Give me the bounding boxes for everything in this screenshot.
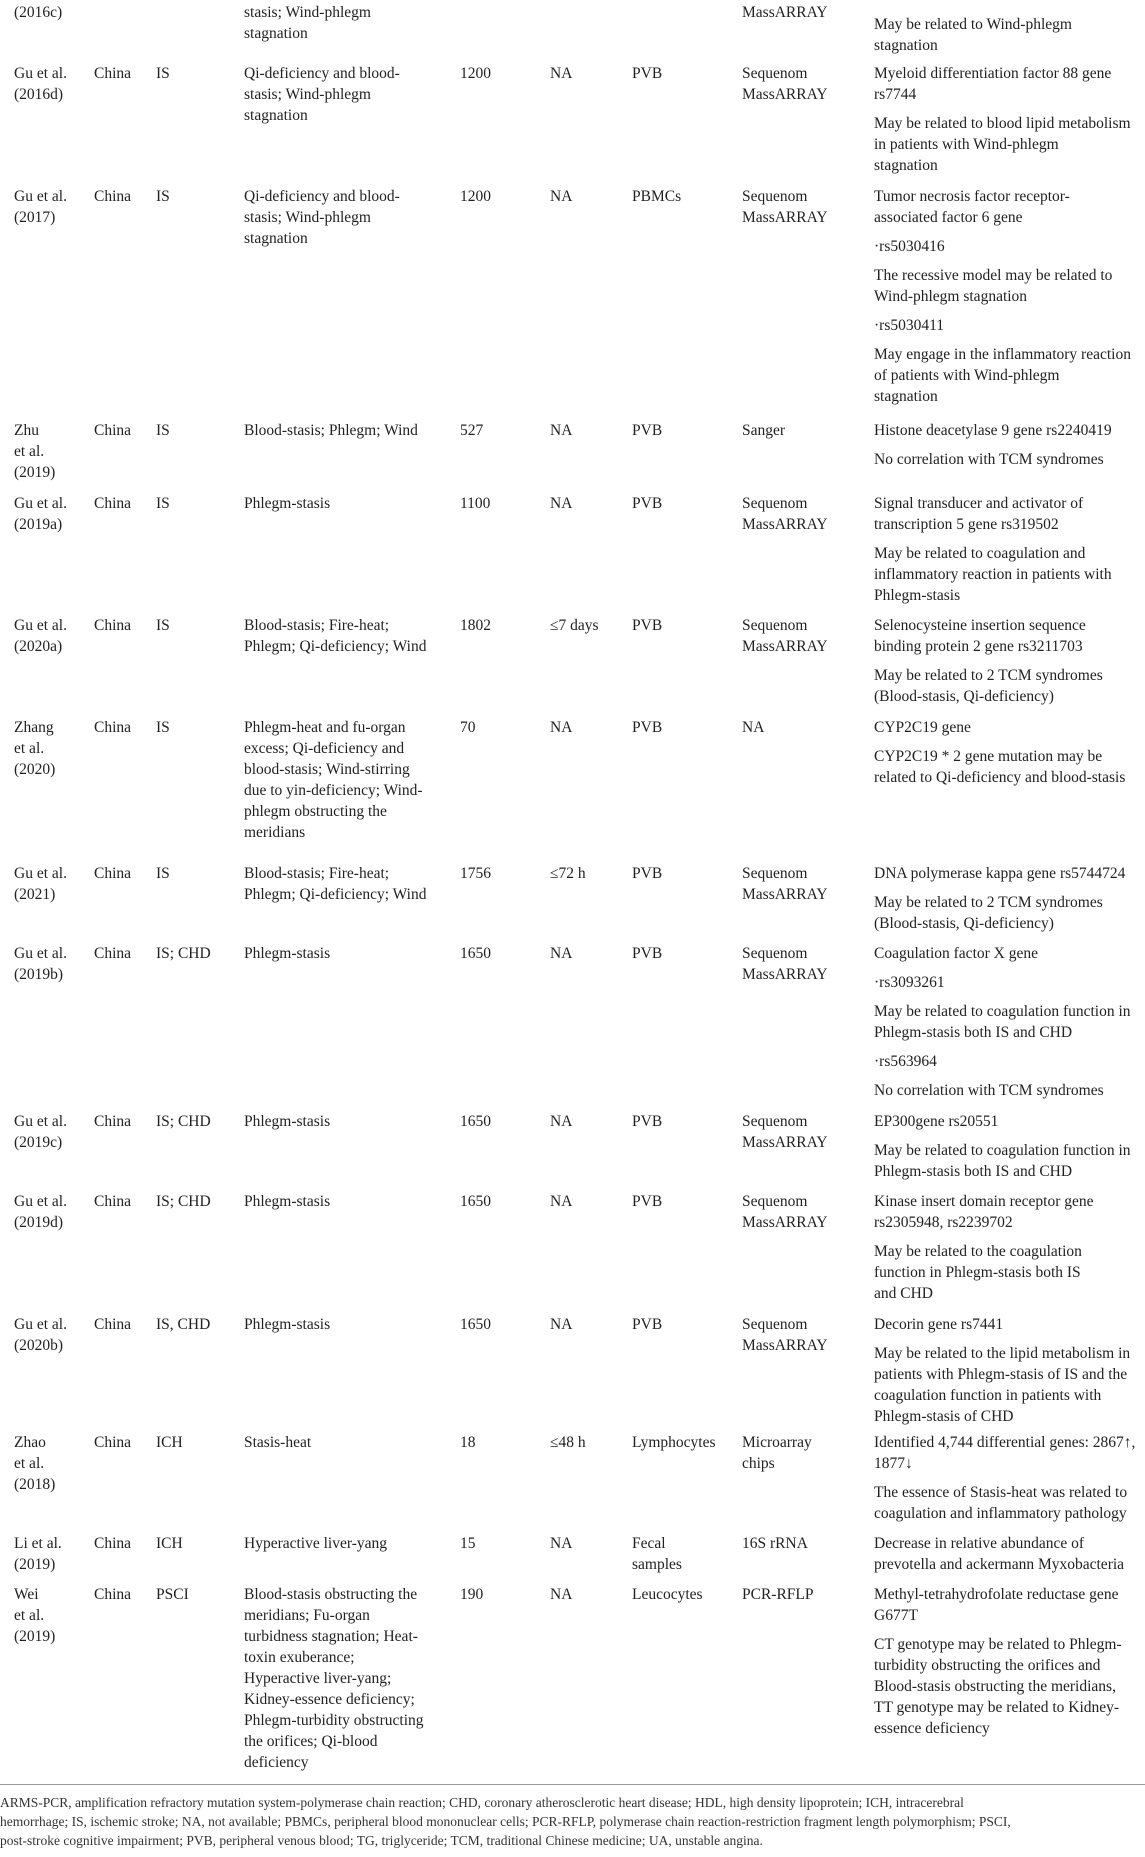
cell-syndromes: stasis; Wind-phlegm [244, 209, 371, 226]
cell-method: MassARRAY [742, 209, 828, 226]
cell-findings: DNA polymerase kappa gene rs5744724 [874, 865, 1126, 882]
cell-findings: Histone deacetylase 9 gene rs2240419 [874, 422, 1112, 439]
cell-onset: NA [550, 1113, 573, 1130]
cell-findings: related to Qi-deficiency and blood-stasis [874, 769, 1126, 786]
cell-findings: Decrease in relative abundance of [874, 1535, 1084, 1552]
cell-syndromes: phlegm obstructing the [244, 803, 387, 820]
cell-syndromes: turbidness stagnation; Heat- [244, 1628, 418, 1645]
cell-findings: transcription 5 gene rs319502 [874, 516, 1059, 533]
cell-findings: ·rs5030411 [874, 317, 945, 334]
cell-syndromes: stagnation [244, 25, 308, 42]
cell-findings: function in Phlegm-stasis both IS [874, 1264, 1081, 1281]
cell-findings: CYP2C19 gene [874, 719, 971, 736]
cell-method: MassARRAY [742, 966, 828, 983]
cell-country: China [94, 495, 132, 512]
cell-disease: IS; CHD [156, 945, 211, 962]
cell-findings: rs7744 [874, 86, 917, 103]
cell-n: 1200 [460, 65, 491, 82]
cell-sample: PVB [632, 1316, 663, 1333]
cell-study: Gu et al. [14, 188, 67, 205]
cell-findings: ·rs3093261 [874, 974, 945, 991]
cell-syndromes: Phlegm-stasis [244, 1316, 331, 1333]
cell-method: Sequenom [742, 617, 808, 634]
footnote-line: ARMS-PCR, amplification refractory mutation system-polymerase chain reaction; CHD, coronary atherosclerotic heart disease; HDL, high density lipoprotein; ICH, intracerebral [0, 1795, 964, 1810]
cell-findings: prevotella and ackermann Myxobacteria [874, 1556, 1125, 1573]
cell-study: Zhao [14, 1434, 46, 1451]
cell-onset: NA [550, 1316, 573, 1333]
cell-study: (2018) [14, 1476, 56, 1493]
cell-syndromes: stagnation [244, 107, 308, 124]
cell-study: Zhang [14, 719, 54, 736]
cell-syndromes: Stasis-heat [244, 1434, 312, 1451]
cell-findings: May be related to coagulation function in [874, 1142, 1131, 1159]
cell-study: (2019) [14, 1628, 56, 1645]
cell-syndromes: Phlegm-stasis [244, 1113, 331, 1130]
cell-findings: Phlegm-stasis [874, 587, 961, 604]
cell-disease: IS [156, 65, 170, 82]
cell-method: Sequenom [742, 495, 808, 512]
cell-findings: G677T [874, 1607, 918, 1624]
cell-sample: PVB [632, 719, 663, 736]
cell-findings: coagulation function in patients with [874, 1387, 1102, 1404]
cell-method: Sequenom [742, 65, 808, 82]
cell-study: (2021) [14, 886, 56, 903]
cell-study: (2019a) [14, 516, 63, 533]
cell-method: Sanger [742, 422, 786, 439]
cell-syndromes: stagnation [244, 230, 308, 247]
cell-syndromes: Phlegm-heat and fu-organ [244, 719, 406, 736]
cell-findings: May be related to Wind-phlegm [874, 16, 1072, 33]
footnote-line: post-stroke cognitive impairment; PVB, peripheral venous blood; TG, triglyceride; TCM, traditional Chinese medicine; UA, unstable angina. [0, 1833, 763, 1848]
cell-sample: PVB [632, 65, 663, 82]
cell-study: Gu et al. [14, 1113, 67, 1130]
cell-country: China [94, 1586, 132, 1603]
cell-country: China [94, 865, 132, 882]
cell-findings: May be related to 2 TCM syndromes [874, 667, 1103, 684]
cell-findings: Wind-phlegm stagnation [874, 288, 1028, 305]
cell-study: (2016c) [14, 4, 63, 21]
cell-findings: turbidity obstructing the orifices and [874, 1657, 1101, 1674]
cell-findings: patients with Phlegm-stasis of IS and the [874, 1366, 1128, 1383]
cell-method: MassARRAY [742, 4, 828, 21]
cell-syndromes: Phlegm-stasis [244, 945, 331, 962]
cell-onset: NA [550, 65, 573, 82]
cell-n: 1756 [460, 865, 491, 882]
cell-country: China [94, 65, 132, 82]
cell-syndromes: Blood-stasis; Fire-heat; [244, 617, 390, 634]
cell-findings: TT genotype may be related to Kidney- [874, 1699, 1120, 1716]
cell-disease: IS [156, 865, 170, 882]
cell-syndromes: Blood-stasis; Fire-heat; [244, 865, 390, 882]
cell-country: China [94, 1316, 132, 1333]
cell-sample: PVB [632, 865, 663, 882]
cell-study: (2019c) [14, 1134, 63, 1151]
cell-study: Gu et al. [14, 945, 67, 962]
cell-method: MassARRAY [742, 86, 828, 103]
cell-findings: May be related to the coagulation [874, 1243, 1082, 1260]
cell-n: 190 [460, 1586, 484, 1603]
cell-syndromes: the orifices; Qi-blood [244, 1733, 378, 1750]
cell-findings: Myeloid differentiation factor 88 gene [874, 65, 1112, 82]
cell-disease: ICH [156, 1434, 183, 1451]
cell-method: PCR-RFLP [742, 1586, 814, 1603]
cell-findings: (Blood-stasis, Qi-deficiency) [874, 688, 1054, 705]
cell-findings: EP300gene rs20551 [874, 1113, 999, 1130]
cell-n: 18 [460, 1434, 476, 1451]
cell-method: Sequenom [742, 945, 808, 962]
cell-disease: PSCI [156, 1586, 189, 1603]
cell-findings: Phlegm-stasis both IS and CHD [874, 1024, 1073, 1041]
cell-disease: IS; CHD [156, 1193, 211, 1210]
cell-findings: stagnation [874, 157, 938, 174]
cell-findings: Phlegm-stasis both IS and CHD [874, 1163, 1073, 1180]
cell-syndromes: meridians; Fu-organ [244, 1607, 370, 1624]
cell-disease: ICH [156, 1535, 183, 1552]
cell-findings: Methyl-tetrahydrofolate reductase gene [874, 1586, 1119, 1603]
cell-onset: NA [550, 1535, 573, 1552]
cell-findings: CYP2C19 * 2 gene mutation may be [874, 748, 1103, 765]
cell-study: Gu et al. [14, 65, 67, 82]
cell-findings: ·rs5030416 [874, 238, 945, 255]
cell-syndromes: toxin exuberance; [244, 1649, 355, 1666]
cell-onset: NA [550, 945, 573, 962]
cell-method: MassARRAY [742, 1214, 828, 1231]
cell-study: (2020a) [14, 638, 63, 655]
cell-sample: Leucocytes [632, 1586, 703, 1603]
cell-syndromes: meridians [244, 824, 306, 841]
cell-onset: NA [550, 188, 573, 205]
cell-syndromes: excess; Qi-deficiency and [244, 740, 405, 757]
cell-disease: IS [156, 188, 170, 205]
cell-findings: Selenocysteine insertion sequence [874, 617, 1086, 634]
cell-onset: ≤7 days [550, 617, 599, 634]
cell-study: et al. [14, 740, 45, 757]
cell-sample: PVB [632, 422, 663, 439]
cell-study: (2016d) [14, 86, 64, 103]
cell-study: (2019d) [14, 1214, 64, 1231]
cell-n: 527 [460, 422, 484, 439]
cell-sample: PVB [632, 1193, 663, 1210]
cell-disease: IS [156, 495, 170, 512]
cell-country: China [94, 719, 132, 736]
cell-method: Sequenom [742, 1113, 808, 1130]
cell-study: Gu et al. [14, 495, 67, 512]
cell-syndromes: Qi-deficiency and blood- [244, 188, 400, 205]
cell-n: 1650 [460, 1316, 491, 1333]
cell-disease: IS, CHD [156, 1316, 211, 1333]
cell-sample: PVB [632, 945, 663, 962]
cell-country: China [94, 1193, 132, 1210]
cell-country: China [94, 945, 132, 962]
cell-study: (2019) [14, 464, 56, 481]
cell-findings: coagulation and inflammatory pathology [874, 1505, 1127, 1522]
cell-study: et al. [14, 1607, 45, 1624]
cell-study: Gu et al. [14, 865, 67, 882]
cell-country: China [94, 617, 132, 634]
cell-onset: NA [550, 422, 573, 439]
cell-country: China [94, 422, 132, 439]
cell-sample: Fecal [632, 1535, 666, 1552]
cell-syndromes: Hyperactive liver-yang; [244, 1670, 392, 1687]
cell-onset: NA [550, 719, 573, 736]
cell-study: Zhu [14, 422, 39, 439]
cell-onset: ≤48 h [550, 1434, 586, 1451]
cell-findings: No correlation with TCM syndromes [874, 1082, 1104, 1099]
cell-findings: stagnation [874, 388, 938, 405]
cell-disease: IS [156, 617, 170, 634]
cell-findings: Blood-stasis obstructing the meridians, [874, 1678, 1116, 1695]
cell-syndromes: Phlegm; Qi-deficiency; Wind [244, 886, 427, 903]
cell-sample: PVB [632, 617, 663, 634]
cell-study: Wei [14, 1586, 39, 1603]
cell-findings: May be related to blood lipid metabolism [874, 115, 1131, 132]
cell-findings: May be related to coagulation function in [874, 1003, 1131, 1020]
cell-onset: NA [550, 1586, 573, 1603]
cell-findings: The recessive model may be related to [874, 267, 1113, 284]
cell-findings: May be related to 2 TCM syndromes [874, 894, 1103, 911]
cell-findings: of patients with Wind-phlegm [874, 367, 1060, 384]
cell-country: China [94, 1113, 132, 1130]
cell-findings: inflammatory reaction in patients with [874, 566, 1112, 583]
cell-syndromes: due to yin-deficiency; Wind- [244, 782, 423, 799]
cell-n: 1802 [460, 617, 491, 634]
cell-syndromes: stasis; Wind-phlegm [244, 86, 371, 103]
cell-method: Sequenom [742, 1193, 808, 1210]
cell-findings: associated factor 6 gene [874, 209, 1023, 226]
cell-disease: IS [156, 719, 170, 736]
cell-n: 1100 [460, 495, 491, 512]
cell-findings: May be related to the lipid metabolism in [874, 1345, 1131, 1362]
cell-study: (2020b) [14, 1337, 64, 1354]
cell-findings: 1877↓ [874, 1455, 913, 1472]
cell-findings: Decorin gene rs7441 [874, 1316, 1004, 1333]
cell-sample: PVB [632, 495, 663, 512]
cell-sample: PVB [632, 1113, 663, 1130]
cell-syndromes: Blood-stasis; Phlegm; Wind [244, 422, 418, 439]
cell-method: Sequenom [742, 188, 808, 205]
cell-n: 1650 [460, 1113, 491, 1130]
cell-onset: NA [550, 1193, 573, 1210]
cell-method: MassARRAY [742, 638, 828, 655]
cell-n: 70 [460, 719, 476, 736]
cell-study: Li et al. [14, 1535, 62, 1552]
cell-study: (2019b) [14, 966, 64, 983]
cell-method: 16S rRNA [742, 1535, 808, 1552]
cell-findings: May engage in the inflammatory reaction [874, 346, 1131, 363]
cell-method: Sequenom [742, 1316, 808, 1333]
cell-findings: May be related to coagulation and [874, 545, 1086, 562]
cell-study: Gu et al. [14, 1193, 67, 1210]
footnote-line: hemorrhage; IS, ischemic stroke; NA, not available; PBMCs, peripheral blood mononuclear cells; PCR-RFLP, polymerase chain reaction-restriction fragment length polymorphism; PSCI, [0, 1814, 1011, 1829]
cell-sample: PBMCs [632, 188, 682, 205]
cell-method: chips [742, 1455, 775, 1472]
cell-findings: (Blood-stasis, Qi-deficiency) [874, 915, 1054, 932]
cell-findings: rs2305948, rs2239702 [874, 1214, 1013, 1231]
cell-findings: Phlegm-stasis of CHD [874, 1408, 1014, 1425]
cell-findings: Signal transducer and activator of [874, 495, 1084, 512]
cell-study: (2019) [14, 1556, 56, 1573]
cell-findings: Kinase insert domain receptor gene [874, 1193, 1094, 1210]
cell-study: et al. [14, 1455, 45, 1472]
cell-syndromes: Kidney-essence deficiency; [244, 1691, 415, 1708]
cell-study: (2017) [14, 209, 56, 226]
cell-n: 1650 [460, 945, 491, 962]
cell-findings: essence deficiency [874, 1720, 990, 1737]
cell-method: Sequenom [742, 865, 808, 882]
cell-findings: stagnation [874, 37, 938, 54]
cell-findings: Identified 4,744 differential genes: 2867↑, [874, 1434, 1136, 1451]
cell-n: 15 [460, 1535, 476, 1552]
cell-findings: binding protein 2 gene rs3211703 [874, 638, 1083, 655]
cell-method: NA [742, 719, 765, 736]
cell-findings: The essence of Stasis-heat was related to [874, 1484, 1128, 1501]
cell-study: Gu et al. [14, 1316, 67, 1333]
cell-method: MassARRAY [742, 516, 828, 533]
cell-country: China [94, 1535, 132, 1552]
cell-n: 1650 [460, 1193, 491, 1210]
cell-onset: NA [550, 495, 573, 512]
cell-syndromes: Phlegm-stasis [244, 1193, 331, 1210]
cell-sample: Lymphocytes [632, 1434, 716, 1451]
cell-findings: CT genotype may be related to Phlegm- [874, 1636, 1122, 1653]
cell-syndromes: Phlegm-turbidity obstructing [244, 1712, 424, 1729]
cell-sample: samples [632, 1556, 682, 1573]
cell-syndromes: Phlegm-stasis [244, 495, 331, 512]
cell-syndromes: Phlegm; Qi-deficiency; Wind [244, 638, 427, 655]
cell-syndromes: blood-stasis; Wind-stirring [244, 761, 410, 778]
cell-findings: Tumor necrosis factor receptor- [874, 188, 1070, 205]
cell-study: (2020) [14, 761, 56, 778]
cell-findings: ·rs563964 [874, 1053, 937, 1070]
cell-study: Gu et al. [14, 617, 67, 634]
cell-method: Microarray [742, 1434, 812, 1451]
cell-method: MassARRAY [742, 1337, 828, 1354]
cell-method: MassARRAY [742, 886, 828, 903]
cell-method: MassARRAY [742, 1134, 828, 1151]
cell-country: China [94, 188, 132, 205]
cell-findings: Coagulation factor X gene [874, 945, 1038, 962]
cell-syndromes: stasis; Wind-phlegm [244, 4, 371, 21]
table-bottom-rule [0, 1784, 1145, 1785]
cell-onset: ≤72 h [550, 865, 586, 882]
cell-country: China [94, 1434, 132, 1451]
cell-n: 1200 [460, 188, 491, 205]
cell-syndromes: Qi-deficiency and blood- [244, 65, 400, 82]
cell-disease: IS; CHD [156, 1113, 211, 1130]
cell-study: et al. [14, 443, 45, 460]
cell-findings: and CHD [874, 1285, 933, 1302]
cell-syndromes: Hyperactive liver-yang [244, 1535, 387, 1552]
cell-syndromes: Blood-stasis obstructing the [244, 1586, 418, 1603]
cell-disease: IS [156, 422, 170, 439]
cell-findings: No correlation with TCM syndromes [874, 451, 1104, 468]
cell-syndromes: deficiency [244, 1754, 309, 1771]
cell-findings: in patients with Wind-phlegm [874, 136, 1059, 153]
